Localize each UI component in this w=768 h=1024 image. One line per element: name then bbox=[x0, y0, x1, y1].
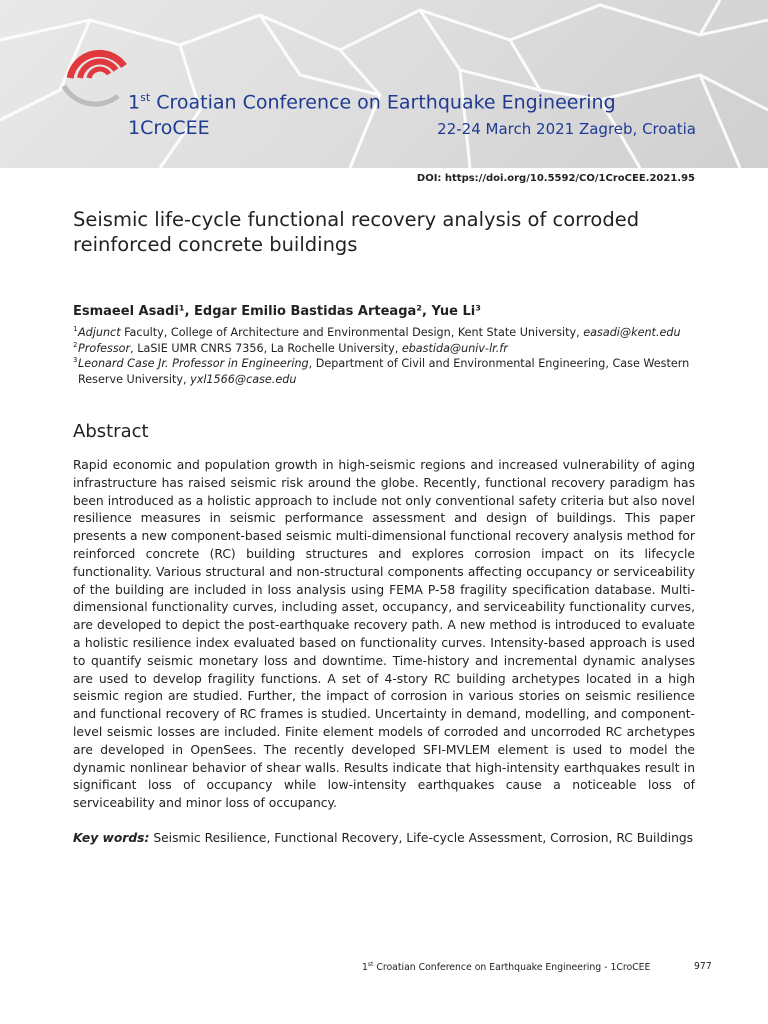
email-link[interactable]: ebastida@univ-lr.fr bbox=[401, 341, 508, 355]
keywords-label: Key words: bbox=[73, 831, 150, 845]
affiliation-2: 2 Professor, LaSIE UMR CNRS 7356, La Rochelle University, ebastida@univ-lr.fr bbox=[73, 340, 508, 355]
conference-date-location: 22-24 March 2021 Zagreb, Croatia bbox=[437, 120, 696, 138]
conference-title: 1st Croatian Conference on Earthquake Engineering bbox=[128, 91, 616, 114]
page-number: 977 bbox=[694, 961, 712, 972]
footer-conference-name: 1st Croatian Conference on Earthquake Engineering - 1CroCEE bbox=[362, 961, 651, 974]
affiliation-3: 3 Leonard Case Jr. Professor in Engineering, Department of Civil and Environmental Engineering, Case Western Reserve University, yxl1566@case.edu bbox=[73, 356, 690, 386]
keywords-list: Seismic Resilience, Functional Recovery, Life-cycle Assessment, Corrosion, RC Buildings bbox=[149, 831, 694, 845]
email-link[interactable]: easadi@kent.edu bbox=[583, 326, 681, 339]
doi-link[interactable]: DOI: https://doi.org/10.5592/CO/1CroCEE.2021.95 bbox=[416, 173, 695, 184]
email-link[interactable]: yxl1566@case.edu bbox=[190, 372, 297, 386]
abstract-heading: Abstract bbox=[73, 421, 149, 442]
affiliations bbox=[73, 325, 698, 387]
paper-title: Seismic life-cycle functional recovery analysis of corroded reinforced concrete buildings bbox=[73, 208, 640, 256]
conference-header-banner bbox=[0, 0, 768, 168]
keywords bbox=[73, 831, 703, 845]
author-list: Esmaeel Asadi¹, Edgar Emilio Bastidas Arteaga², Yue Li³ bbox=[73, 304, 481, 319]
conference-abbreviation: 1CroCEE bbox=[128, 117, 210, 139]
abstract-text: Rapid economic and population growth in high-seismic regions and increased vulnerability of aging infrastructure has raised seismic risk around the globe. Recently, functional recovery paradigm has been introduced as a holistic approach to include not only conventional safety criteria but also novel resilience measures in seismic performance assessment and design of buildings. This paper presents a new component-based seismic multi-dimensional functional recovery analysis method for reinforced concrete (RC) building structures and explores corrosion impact on its lifecycle functionality. Various structural and non-structural components affecting occupancy or serviceability of the building are included in loss analysis using FEMA P-58 fragility specification database. Multi-dimensional functionality curves, including asset, occupancy, and serviceability functionality curves, are developed to depict the post-earthquake recovery path. A new method is introduced to evaluate a holistic resilience index evaluated based on functionality curves. Intensity-based approach is used to quantify seismic monetary loss and downtime. Time-history and incremental dynamic analyses are used to develop fragility functions. A set of 4-story RC building archetypes located in a high seismic region are studied. Further, the impact of corrosion in various stories on seismic resilience and functional recovery of RC frames is studied. Uncertainty in demand, modelling, and component-level seismic losses are included. Finite element models of corroded and uncorroded RC archetypes are developed in OpenSees. The recently developed SFI-MVLEM element is used to model the dynamic nonlinear behavior of shear walls. Results indicate that high-intensity earthquakes result in significant loss of occupancy while low-intensity earthquakes cause a noticeable loss of serviceability and minor loss of occupancy. bbox=[73, 458, 695, 811]
affiliation-1: 1 Adjunct Faculty, College of Architecture and Environmental Design, Kent State University, easadi@kent.edu bbox=[73, 325, 681, 339]
seismic-wave-logo-icon bbox=[62, 38, 132, 108]
